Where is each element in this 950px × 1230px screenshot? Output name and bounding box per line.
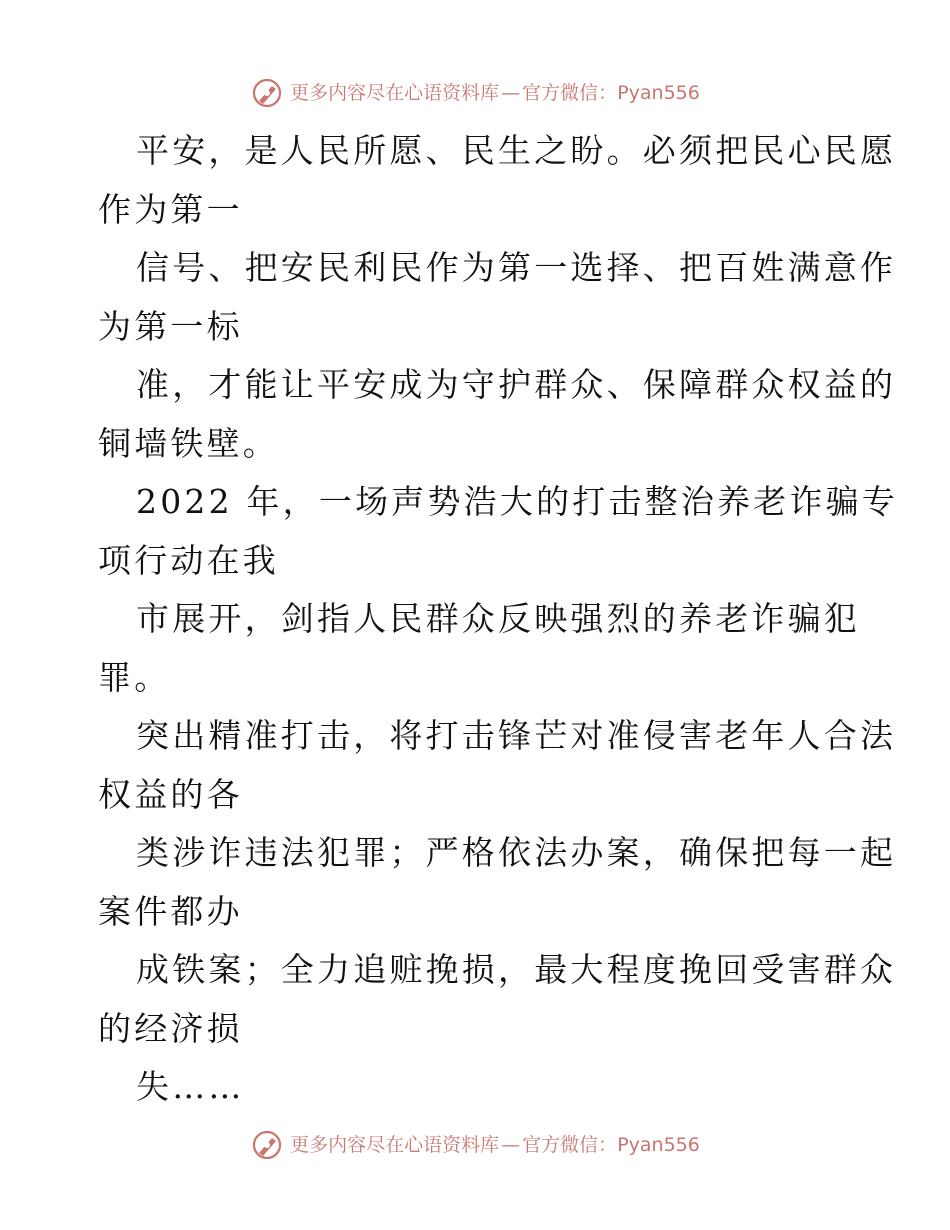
body-line: 铜墙铁壁。 bbox=[98, 423, 279, 463]
body-line: 平安，是人民所愿、民生之盼。必须把民心民愿 bbox=[136, 131, 897, 170]
watermark-wechat-id: Pyan556 bbox=[617, 1134, 700, 1156]
body-line: 准，才能让平安成为守护群众、保障群众权益的 bbox=[136, 365, 897, 404]
watermark-site-text: 更多内容尽在心语资料库 bbox=[290, 1134, 500, 1156]
body-line: 失…… bbox=[136, 1067, 245, 1106]
watermark-wechat-label: 官方微信： bbox=[522, 1134, 618, 1156]
watermark-wechat-id: Pyan556 bbox=[617, 82, 700, 104]
watermark-site-text: 更多内容尽在心语资料库 bbox=[290, 82, 500, 104]
body-line: 罪。 bbox=[98, 657, 171, 697]
body-line: 2022 年，一场声势浩大的打击整治养老诈骗专 bbox=[136, 482, 899, 521]
body-line: 成铁案；全力追赃挽损，最大程度挽回受害群众 bbox=[136, 950, 897, 989]
body-line: 的经济损 bbox=[98, 1008, 243, 1048]
header-watermark bbox=[0, 76, 950, 110]
body-line: 市展开，剑指人民群众反映强烈的养老诈骗犯 bbox=[136, 599, 860, 638]
pen-logo-icon bbox=[250, 76, 284, 110]
body-line: 突出精准打击，将打击锋芒对准侵害老年人合法 bbox=[136, 716, 897, 755]
body-line: 案件都办 bbox=[98, 891, 243, 931]
watermark-separator: — bbox=[501, 1134, 521, 1156]
body-line: 权益的各 bbox=[98, 774, 243, 814]
body-line: 项行动在我 bbox=[98, 540, 279, 580]
watermark-separator: — bbox=[501, 82, 521, 104]
body-line: 类涉诈违法犯罪；严格依法办案，确保把每一起 bbox=[136, 833, 897, 872]
body-line: 信号、把安民利民作为第一选择、把百姓满意作 bbox=[136, 248, 897, 287]
body-line: 为第一标 bbox=[98, 306, 243, 346]
watermark-wechat-label: 官方微信： bbox=[522, 82, 618, 104]
footer-watermark bbox=[0, 1128, 950, 1162]
pen-logo-icon bbox=[250, 1128, 284, 1162]
body-line: 作为第一 bbox=[98, 189, 243, 229]
document-body bbox=[98, 122, 899, 1117]
